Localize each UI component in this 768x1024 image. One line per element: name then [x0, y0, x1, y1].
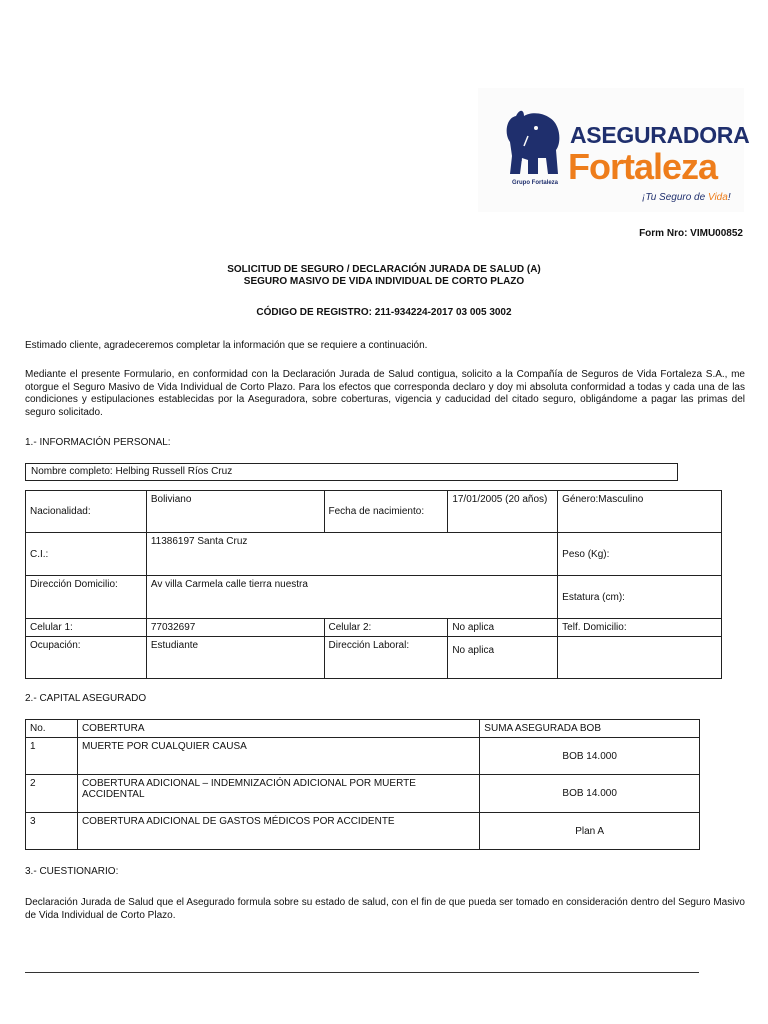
nacionalidad-value: Boliviano — [146, 491, 324, 533]
intro-text: Estimado cliente, agradeceremos completar la información que se requiere a continuación. — [25, 340, 428, 351]
name-table — [25, 463, 678, 481]
direccion-label: Dirección Domicilio: — [26, 576, 147, 619]
tagline-suffix: ! — [727, 192, 731, 203]
col-header-no: No. — [26, 720, 78, 738]
row-suma: BOB 14.000 — [480, 738, 700, 775]
genero-value: Masculino — [598, 494, 644, 505]
logo-line2: Fortaleza — [568, 146, 718, 187]
celular1-value: 77032697 — [146, 619, 324, 637]
elephant-icon — [502, 106, 564, 180]
celular1-label: Celular 1: — [26, 619, 147, 637]
form-number: Form Nro: VIMU00852 — [639, 228, 743, 239]
header-line2: SEGURO MASIVO DE VIDA INDIVIDUAL DE CORTO PLAZO — [243, 276, 525, 287]
genero-label: Género: — [562, 494, 599, 505]
declaration-text: Mediante el presente Formulario, en conformidad con la Declaración Jurada de Salud contigua, solicito a la Compañía de Seguros de Vida Fortaleza S.A., me otorgue el Seguro Masivo de Vida Individual de Corto Plazo. Para los efectos que corresponda declaro y doy mi absoluta conformidad a todas y cada una de las condiciones y estipulaciones establecidas por la Aseguradora, sobre coberturas, vigencia y caducidad del citado seguro, obligándome a pagar las primas del seguro solicitado. — [25, 369, 745, 418]
nacionalidad-label: Nacionalidad: — [26, 491, 147, 533]
registration-code: CÓDIGO DE REGISTRO: 211-934224-2017 03 005 3002 — [256, 307, 512, 318]
ci-value: 11386197 Santa Cruz — [146, 533, 557, 576]
telf-label: Telf. Domicilio: — [558, 619, 722, 637]
section2-title: 2.- CAPITAL ASEGURADO — [25, 693, 147, 704]
row-no: 2 — [26, 775, 78, 813]
fecha-value: 17/01/2005 (20 años) — [448, 491, 558, 533]
logo-tagline — [642, 192, 731, 203]
section1-title: 1.- INFORMACIÓN PERSONAL: — [25, 437, 171, 448]
ocupacion-value: Estudiante — [146, 637, 324, 679]
row-cobertura: COBERTURA ADICIONAL – INDEMNIZACIÓN ADICIONAL POR MUERTE ACCIDENTAL — [77, 775, 479, 813]
col-header-suma: SUMA ASEGURADA BOB — [480, 720, 700, 738]
company-logo — [478, 88, 750, 212]
table-row — [26, 775, 700, 813]
genero-cell — [558, 491, 722, 533]
section3-text: Declaración Jurada de Salud que el Asegurado formula sobre su estado de salud, con el fin de que pueda ser tomado en consideración dentro del Seguro Masivo de Vida Individual de Corto Plazo. — [25, 897, 745, 921]
peso-label: Peso (Kg): — [558, 533, 722, 576]
estatura-label: Estatura (cm): — [558, 576, 722, 619]
empty-cell — [558, 637, 722, 679]
divider-line — [25, 972, 699, 973]
table-row — [26, 738, 700, 775]
dir-laboral-value: No aplica — [448, 637, 558, 679]
celular2-label: Celular 2: — [324, 619, 448, 637]
row-no: 1 — [26, 738, 78, 775]
nombre-value: Helbing Russell Ríos Cruz — [115, 466, 233, 477]
row-suma: BOB 14.000 — [480, 775, 700, 813]
row-no: 3 — [26, 813, 78, 850]
direccion-value: Av villa Carmela calle tierra nuestra — [146, 576, 557, 619]
table-row — [26, 813, 700, 850]
logo-group: Grupo Fortaleza — [512, 180, 559, 186]
nombre-cell — [26, 464, 678, 481]
tagline-accent: Vida — [707, 192, 728, 203]
row-suma: Plan A — [480, 813, 700, 850]
fecha-label: Fecha de nacimiento: — [324, 491, 448, 533]
section3-title: 3.- CUESTIONARIO: — [25, 866, 119, 877]
celular2-value: No aplica — [448, 619, 558, 637]
logo-line1: ASEGURADORA — [570, 122, 750, 148]
ocupacion-label: Ocupación: — [26, 637, 147, 679]
ci-label: C.I.: — [26, 533, 147, 576]
header-line1: SOLICITUD DE SEGURO / DECLARACIÓN JURADA DE SALUD (A) — [227, 264, 541, 275]
row-cobertura: MUERTE POR CUALQUIER CAUSA — [77, 738, 479, 775]
dir-laboral-label: Dirección Laboral: — [324, 637, 448, 679]
coverage-table — [25, 719, 700, 850]
tagline-prefix: ¡Tu Seguro de — [642, 192, 708, 203]
col-header-cobertura: COBERTURA — [77, 720, 479, 738]
row-cobertura: COBERTURA ADICIONAL DE GASTOS MÉDICOS POR ACCIDENTE — [77, 813, 479, 850]
nombre-label: Nombre completo: — [31, 466, 113, 477]
personal-info-table — [25, 490, 722, 679]
